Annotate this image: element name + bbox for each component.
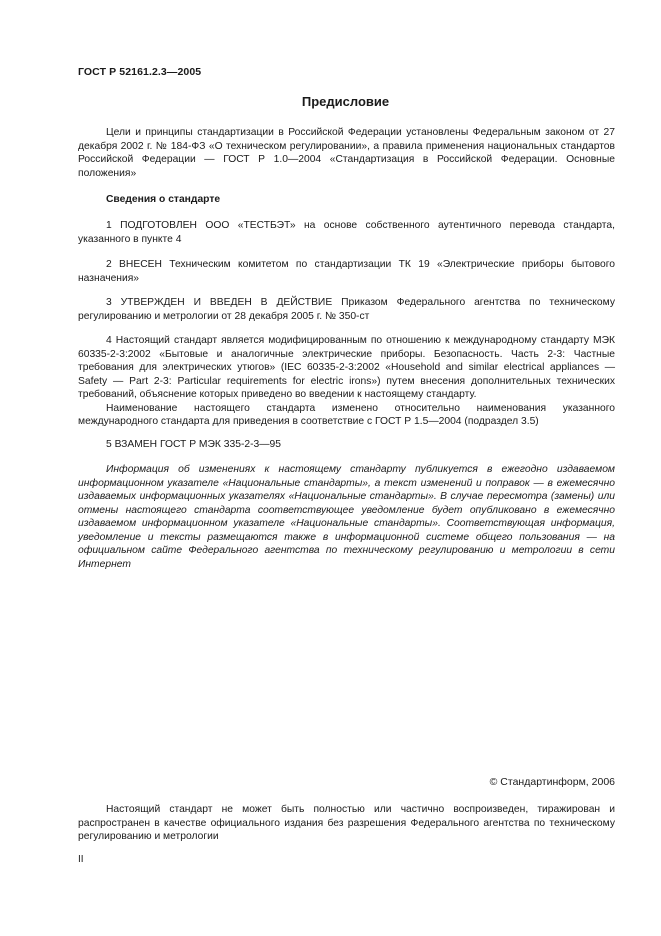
item2-block bbox=[78, 258, 615, 285]
page-number: II bbox=[78, 854, 84, 865]
footer-note: Настоящий стандарт не может быть полностью или частично воспроизведен, тиражирован и распространен в качестве официального издания без разрешения Федерального агентства по техническому регулированию и метрологии bbox=[78, 804, 615, 842]
item1-block bbox=[78, 219, 615, 246]
item5-block bbox=[78, 438, 615, 452]
document-header: ГОСТ Р 52161.2.3—2005 bbox=[78, 66, 202, 78]
notice-paragraph: Информация об изменениях к настоящему стандарту публикуется в ежегодно издаваемом информационном указателе «Национальные стандарты», а текст изменений и поправок — в ежемесячно издаваемых информационных указателях «Национальные стандарты». В случае пересмотра (замены) или отмены настоящего стандарта соответствующее уведомление будет опубликовано в ежемесячно издаваемом информационном указателе «Национальные стандарты». Соответствующая информация, уведомление и тексты размещаются также в информационной системе общего пользования — на официальном сайте Федерального агентства по техническому регулированию и метрологии в сети Интернет bbox=[78, 464, 615, 570]
item-2: 2 ВНЕСЕН Техническим комитетом по стандартизации ТК 19 «Электрические приборы бытового назначения» bbox=[78, 259, 615, 284]
footer-block bbox=[78, 803, 615, 844]
page-title: Предисловие bbox=[301, 94, 390, 109]
item-5: 5 ВЗАМЕН ГОСТ Р МЭК 335-2-3—95 bbox=[106, 439, 282, 450]
item-4-note: Наименование настоящего стандарта изменено относительно наименования указанного международного стандарта для приведения в соответствие с ГОСТ Р 1.5—2004 (подраздел 3.5) bbox=[78, 402, 615, 427]
item-4: 4 Настоящий стандарт является модифицированным по отношению к международному стандарту МЭК 60335-2-3:2002 «Бытовые и аналогичные электрические приборы. Безопасность. Часть 2-3: Частные требования для электрических утюгов» (IEC 60335-2-3:2002 «Household and similar electrical appliances — Safety — Part 2-3: Particular requirements for electric irons») путем внесения дополнительных технических требований, объяснение которых приведено во введении к настоящему стандарту. bbox=[78, 335, 615, 400]
notice-block bbox=[78, 463, 615, 571]
item3-block bbox=[78, 296, 615, 323]
info-heading: Сведения о стандарте bbox=[106, 194, 221, 205]
intro-paragraph: Цели и принципы стандартизации в Российской Федерации установлены Федеральным законом от 27 декабря 2002 г. № 184-ФЗ «О техническом регулировании», а правила применения национальных стандартов Российской Федерации — ГОСТ Р 1.0—2004 «Стандартизация в Российской Федерации. Основные положения» bbox=[78, 127, 615, 179]
item-1: 1 ПОДГОТОВЛЕН ООО «ТЕСТБЭТ» на основе собственного аутентичного перевода стандарта, указанного в пункте 4 bbox=[78, 220, 615, 245]
info-heading-block bbox=[78, 193, 615, 207]
item-3: 3 УТВЕРЖДЕН И ВВЕДЕН В ДЕЙСТВИЕ Приказом Федерального агентства по техническому регулированию и метрологии от 28 декабря 2005 г. № 350-ст bbox=[78, 297, 615, 322]
item4-block bbox=[78, 334, 615, 429]
copyright: © Стандартинформ, 2006 bbox=[489, 776, 615, 788]
intro-block bbox=[78, 126, 615, 180]
